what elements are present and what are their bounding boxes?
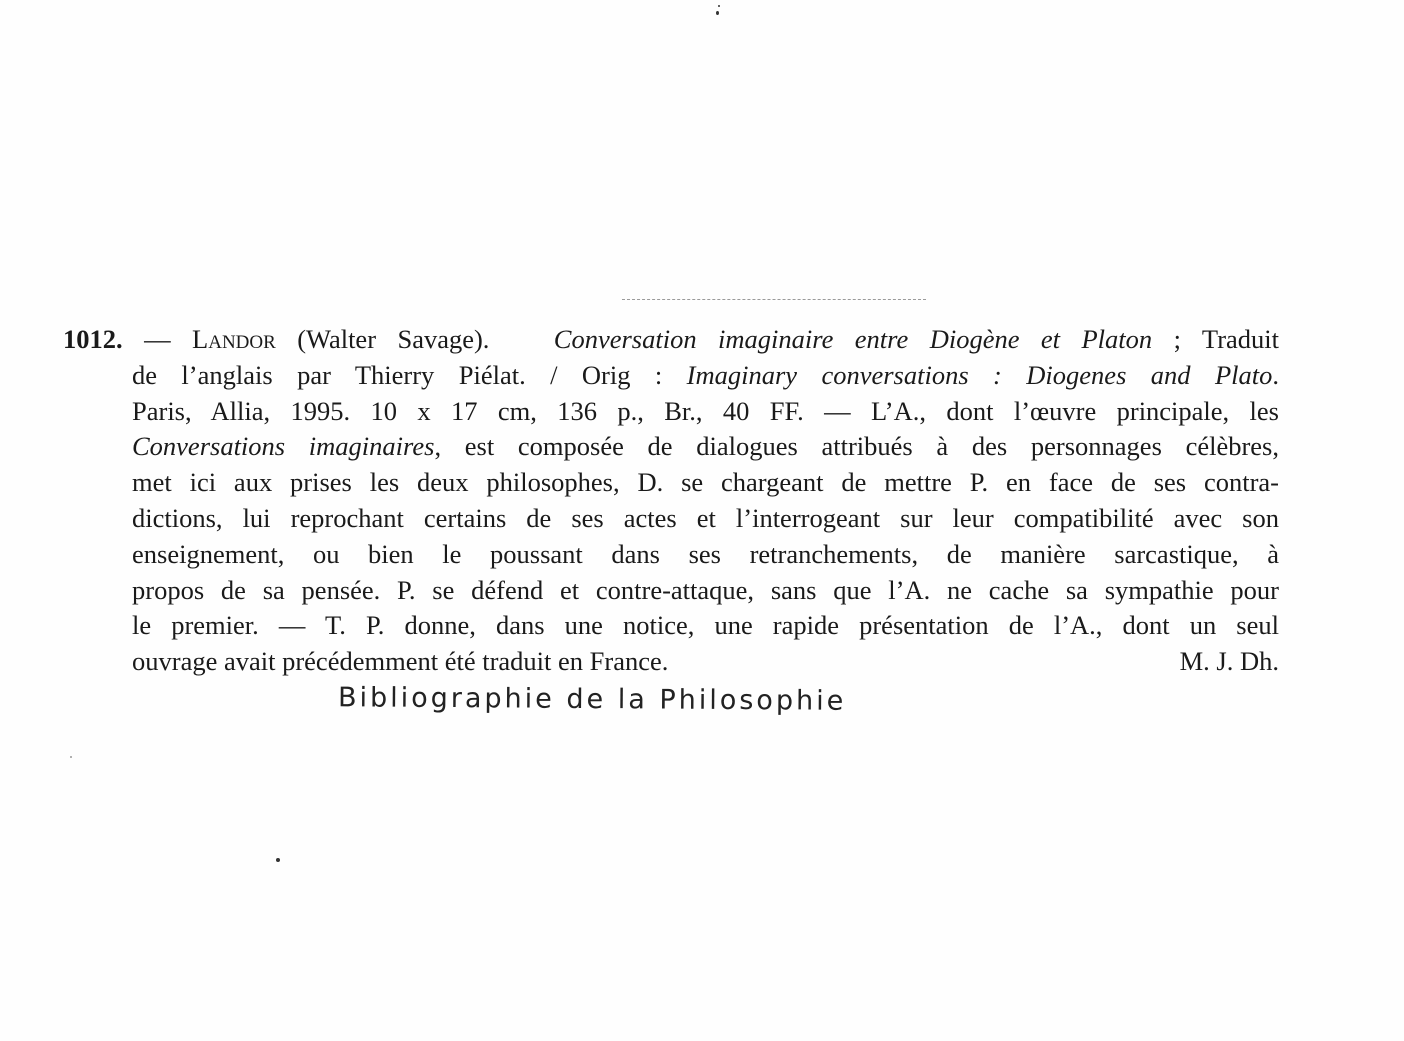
entry-line-4 <box>63 429 1279 465</box>
entry-line-10-text: ouvrage avait précédemment été traduit en France. <box>132 646 669 677</box>
entry-line-9: le premier. — T. P. donne, dans une notice, une rapide présentation de l’A., dont un seul <box>132 610 1279 641</box>
entry-line-10 <box>63 644 1279 680</box>
entry-line-1 <box>63 322 1279 358</box>
entry-line-8: propos de sa pensée. P. se défend et contre-attaque, sans que l’A. ne cache sa sympathie pour <box>132 574 1279 605</box>
scan-speck-top-2 <box>718 5 720 7</box>
work-title: Conversation imaginaire entre Diogène et Platon <box>553 324 1153 354</box>
entry-line-2 <box>63 358 1279 394</box>
entry-line-3: Paris, Allia, 1995. 10 x 17 cm, 136 p., Br., 40 FF. — L’A., dont l’œuvre principale, les <box>132 395 1279 426</box>
faint-separator-rule <box>622 299 926 300</box>
original-title-period: . <box>1272 359 1279 390</box>
translator-info: de l’anglais par Thierry Piélat. / Orig : <box>132 359 687 390</box>
author-given-names: (Walter Savage). <box>275 324 490 354</box>
principal-work-title: Conversations imaginaires <box>132 431 435 462</box>
entry-line-6: dictions, lui reprochant certains de ses actes et l’interrogeant sur leur compatibilité avec son <box>132 502 1279 533</box>
handwritten-source-note: Bibliographie de la Philosophie <box>337 682 847 717</box>
reviewer-initials: M. J. Dh. <box>1179 646 1279 677</box>
entry-line-7: enseignement, ou bien le poussant dans ses retranchements, de manière sarcastique, à <box>132 538 1279 569</box>
translation-note-start: ; Traduit <box>1152 324 1279 354</box>
entry-line-4-text: , est composée de dialogues attribués à des personnages célèbres, <box>434 431 1279 462</box>
entry-number: 1012. <box>63 324 123 354</box>
bibliographic-entry <box>63 322 1279 680</box>
scan-speck-margin <box>70 756 72 758</box>
entry-line-5: met ici aux prises les deux philosophes, D. se chargeant de mettre P. en face de ses contra- <box>132 467 1279 498</box>
scan-speck-lower <box>276 858 280 862</box>
author-surname: Landor <box>192 324 276 354</box>
entry-dash: — <box>122 324 193 354</box>
scan-speck-top <box>716 11 719 15</box>
original-title: Imaginary conversations : Diogenes and Plato <box>686 359 1273 390</box>
